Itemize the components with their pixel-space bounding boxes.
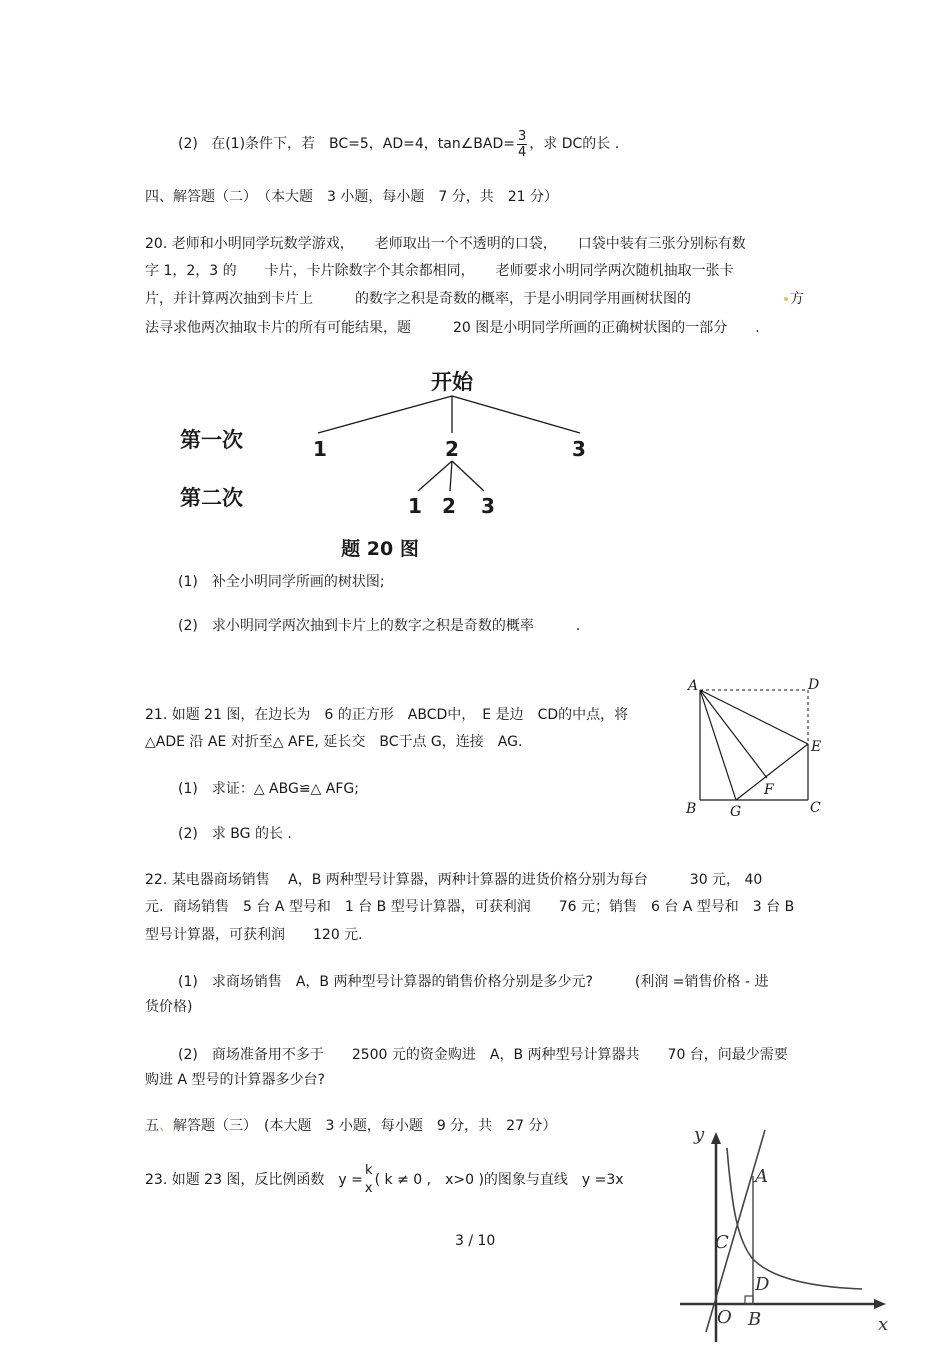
section5-heading	[145, 1117, 556, 1135]
label-a-point: A	[755, 1166, 768, 1187]
tree-second-node-1: 1	[408, 494, 422, 518]
tree-subbranch-1	[418, 461, 452, 491]
q21-line1: 21. 如题 21 图，在边长为 6 的正方形 ABCD中， E 是边 CD的中点，将	[145, 707, 629, 723]
label-g: G	[730, 804, 742, 817]
q22-line1: 22. 某电器商场销售 A，B 两种型号计算器，两种计算器的进货价格分别为每台 30 元， 40	[145, 872, 763, 888]
q23-post: ( k ≠ 0 , x>0 )的图象与直线 y =3x	[374, 1172, 624, 1188]
q19-part2-num: (2)	[178, 136, 198, 152]
q20-line2: 字 1，2，3 的 卡片，卡片除数字个其余都相同， 老师要求小明同学两次随机抽取一张卡	[145, 263, 734, 279]
fraction-denominator: 4	[518, 144, 527, 160]
q22-line2: 元．商场销售 5 台 A 型号和 1 台 B 型号计算器，可获利润 76 元；销售 6 台 A 型号和 3 台 B	[145, 899, 795, 915]
q19-part2-post: ，求 DC的长 .	[529, 136, 620, 152]
tree-first-node-2: 2	[445, 437, 459, 461]
segment-af	[700, 690, 767, 778]
segment-ag	[700, 690, 736, 800]
section5-heading-mark: 、	[159, 1118, 173, 1134]
square-geometry-figure	[680, 672, 830, 817]
label-d-point: D	[755, 1274, 770, 1295]
label-x: x	[878, 1314, 889, 1335]
label-b: B	[686, 801, 697, 817]
q20-line3-end-text: 方	[790, 291, 804, 307]
q19-part2-pre: 在(1)条件下，若 BC=5，AD=4，tan∠BAD=	[211, 136, 515, 152]
hyperbola-curve	[727, 1148, 862, 1289]
q22-part1-line1: (1) 求商场销售 A，B 两种型号计算器的销售价格分别是多少元? (利润 =销售价格 - 进	[178, 974, 769, 990]
label-a: A	[688, 678, 699, 694]
q21-part2: (2) 求 BG 的长 .	[178, 826, 292, 842]
stray-dot-mark	[784, 297, 788, 301]
q22-part2-line1: (2) 商场准备用不多于 2500 元的资金购进 A，B 两种型号计算器共 70 台，问最少需要	[178, 1047, 788, 1063]
section5-heading-text: 解答题（三） (本大题 3 小题，每小题 9 分，共 27 分）	[173, 1118, 557, 1134]
section4-heading: 四、解答题（二） （本大题 3 小题，每小题 7 分，共 21 分）	[145, 189, 558, 205]
tree-subbranch-2	[450, 461, 452, 491]
q19-part2	[178, 124, 619, 164]
function-graph-figure	[670, 1120, 900, 1345]
q23-line1	[145, 1160, 624, 1200]
tree-start-node: 开始	[431, 370, 473, 394]
tree-second-node-3: 3	[481, 494, 495, 518]
fraction-k: k	[364, 1163, 373, 1178]
q22-line3: 型号计算器，可获利润 120 元．	[145, 927, 373, 943]
q20-line3-end	[782, 290, 804, 308]
fraction-3-4	[517, 129, 527, 160]
label-f: F	[764, 782, 774, 798]
q20-part2: (2) 求小明同学两次抽到卡片上的数字之积是奇数的概率 .	[178, 618, 581, 634]
label-b-point: B	[748, 1309, 762, 1330]
q21-part1: (1) 求证：△ ABG≌△ AFG;	[178, 781, 359, 797]
q20-line3	[145, 290, 691, 308]
label-o-origin: O	[717, 1307, 732, 1328]
fraction-numerator: 3	[518, 128, 527, 144]
tree-diagram-figure	[170, 363, 600, 563]
tree-branch-1	[318, 396, 452, 433]
tree-second-label: 第二次	[180, 486, 243, 510]
x-axis-arrow	[874, 1299, 886, 1309]
tree-subbranch-3	[452, 461, 484, 491]
label-y: y	[694, 1124, 705, 1145]
y-axis-arrow	[711, 1132, 721, 1144]
label-d: D	[808, 677, 820, 693]
q20-part1: (1) 补全小明同学所画的树状图;	[178, 574, 385, 590]
q20-line3-text: 片，并计算两次抽到卡片上 的数字之积是奇数的概率，于是小明同学用画树状图的	[145, 291, 691, 307]
tree-first-node-1: 1	[313, 437, 327, 461]
q20-line1: 20. 老师和小明同学玩数学游戏， 老师取出一个不透明的口袋， 口袋中装有三张分别标有数	[145, 236, 746, 252]
tree-first-node-3: 3	[572, 437, 586, 461]
tree-first-label: 第一次	[180, 428, 243, 452]
q20-line4: 法寻求他两次抽取卡片的所有可能结果，题 20 图是小明同学所画的正确树状图的一部分 .	[145, 320, 760, 336]
fraction-k-x	[365, 1162, 373, 1198]
label-c-point: C	[715, 1232, 729, 1253]
page-number: 3 / 10	[455, 1233, 496, 1249]
segment-ae	[700, 690, 808, 744]
section5-heading-num: 五	[145, 1118, 159, 1134]
tree-branch-3	[452, 396, 580, 433]
label-c: C	[810, 800, 821, 816]
fraction-x: x	[364, 1181, 373, 1196]
tree-second-node-2: 2	[442, 494, 456, 518]
q22-part1-line2: 货价格)	[145, 999, 193, 1015]
tree-caption: 题 20 图	[341, 538, 419, 560]
label-e: E	[811, 739, 822, 755]
q22-part2-line2: 购进 A 型号的计算器多少台?	[145, 1072, 325, 1088]
q23-pre: 23. 如题 23 图，反比例函数 y =	[145, 1172, 363, 1188]
q21-line2: △ADE 沿 AE 对折至△ AFE, 延长交 BC于点 G，连接 AG.	[145, 734, 523, 750]
